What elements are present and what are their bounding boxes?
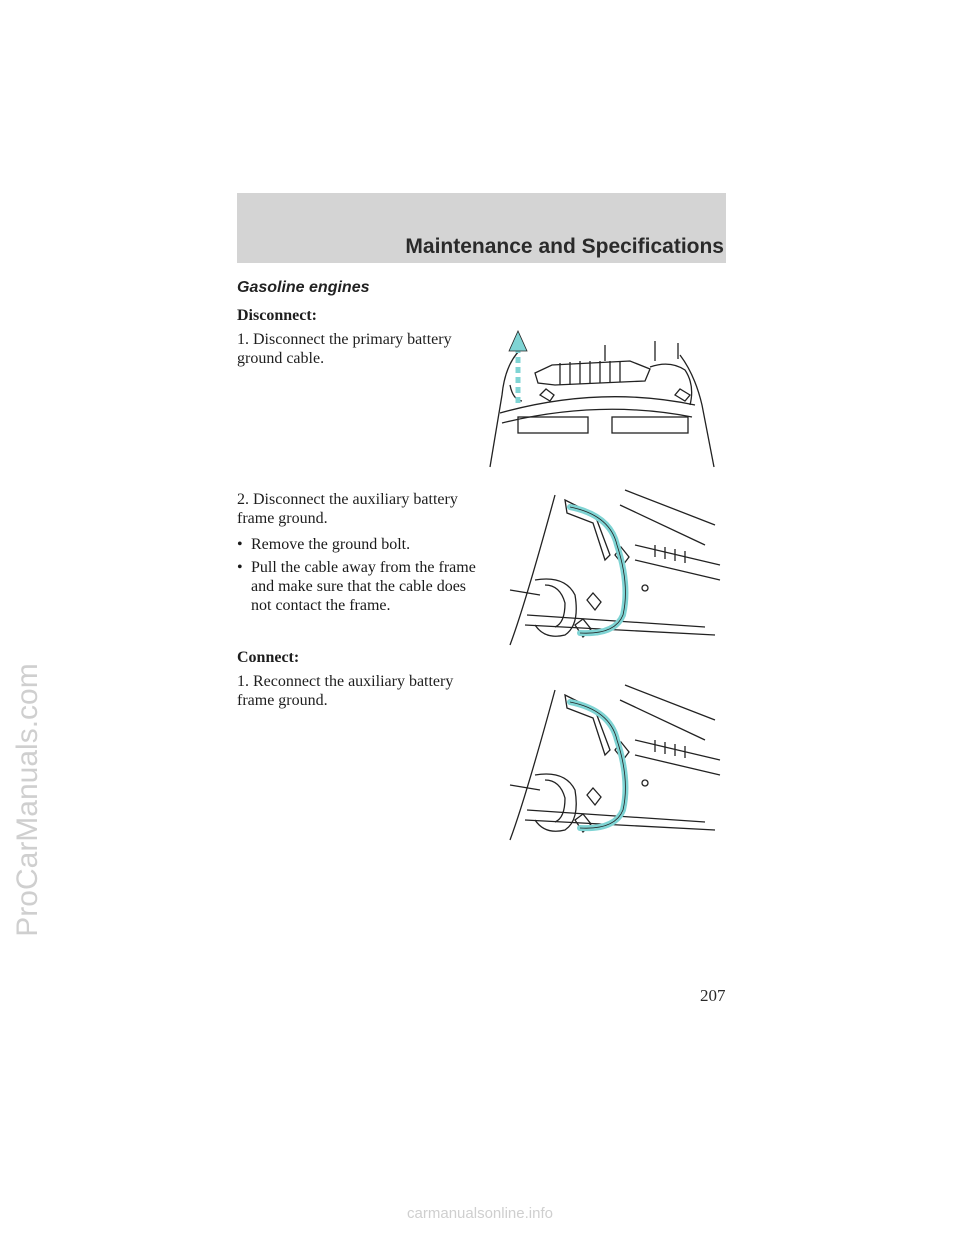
disconnect-heading: Disconnect:	[237, 307, 317, 324]
bullet-remove-bolt	[237, 535, 481, 554]
bullet-pull-cable	[237, 558, 481, 615]
side-watermark	[2, 480, 54, 1120]
section-header-band	[237, 193, 726, 263]
subheading-gasoline-engines: Gasoline engines	[237, 279, 370, 296]
bullet-symbol: •	[237, 536, 243, 553]
figure-primary-ground-cable	[480, 325, 725, 470]
figure-auxiliary-frame-ground-connect	[505, 680, 725, 845]
bullet-text: Remove the ground bolt.	[251, 536, 411, 553]
bullet-symbol: •	[237, 559, 243, 576]
page-number: 207	[700, 986, 726, 1005]
side-watermark-text: ProCarManuals.com	[11, 663, 44, 937]
bullet-text: Pull the cable away from the frame and make sure that the cable does not contact the frame.	[251, 559, 476, 614]
disconnect-step-1: 1. Disconnect the primary battery ground cable.	[237, 331, 452, 367]
figure-auxiliary-frame-ground-disconnect	[505, 485, 725, 650]
footer-watermark: carmanualsonline.info	[407, 1205, 553, 1222]
connect-heading: Connect:	[237, 649, 300, 666]
section-title: Maintenance and Specifications	[405, 235, 724, 258]
disconnect-step-2: 2. Disconnect the auxiliary battery frame ground.	[237, 491, 458, 527]
connect-step-1: 1. Reconnect the auxiliary battery frame ground.	[237, 673, 454, 709]
